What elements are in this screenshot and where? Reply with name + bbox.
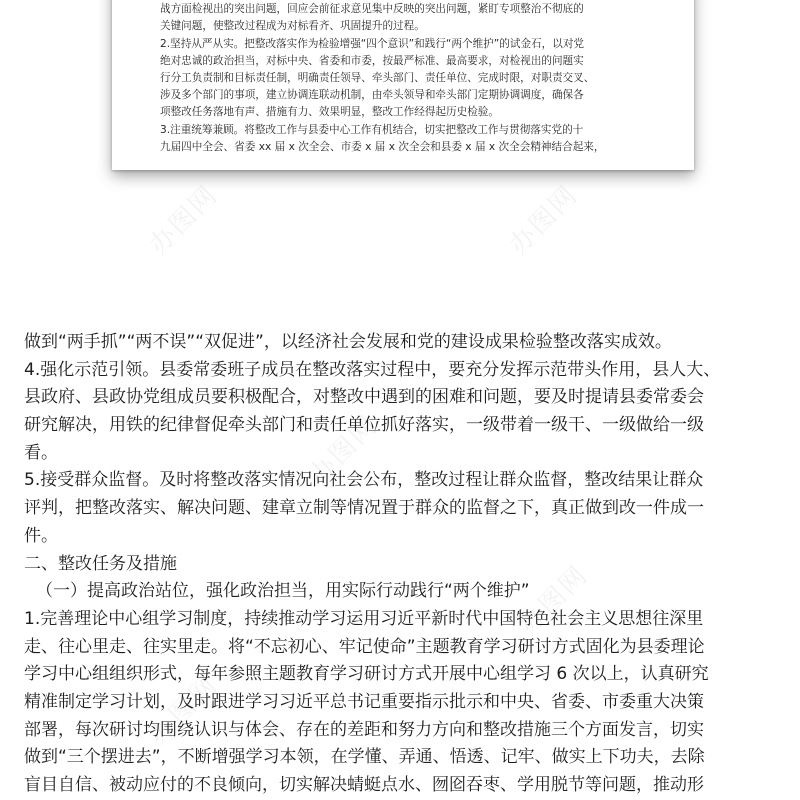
subsection-heading: （一）提高政治站位，强化政治担当，用实际行动践行“两个维护” [36,581,530,602]
preview-line: 2.坚持从严从实。把整改落实作为检验增强“四个意识”和践行“两个维护”的试金石，以对党 [160,37,585,50]
body-line: 评判，把整改落实、解决问题、建章立制等情况置于群众的监督之下，真正做到改一件成一 [24,498,704,519]
preview-line: 行分工负责制和目标责任制，明确责任领导、牵头部门、责任单位、完成时限，对职责交叉、 [160,71,595,84]
section-heading: 二、整改任务及措施 [24,553,177,574]
body-line: 走、往心里走、往实里走。将“不忘初心、牢记使命”主题教育学习研讨方式固化为县委理论 [24,636,705,657]
body-line: 盲目自信、被动应付的不良倾向，切实解决蜻蜓点水、囫囵吞枣、学用脱节等问题，推动形 [24,775,704,795]
body-line: 学习中心组组织形式，每年参照主题教育学习研讨方式开展中心组学习 6 次以上，认真研究 [24,664,709,685]
body-line: 5.接受群众监督。及时将整改落实情况向社会公布，整改过程让群众监督，整改结果让群众 [24,470,704,491]
body-line: 件。 [24,525,58,546]
body-line: 4.强化示范引领。县委常委班子成员在整改落实过程中，要充分发挥示范带头作用，县人大、 [24,359,721,380]
body-line: 县政府、县政协党组成员要积极配合，对整改中遇到的困难和问题，要及时提请县委常委会 [24,387,704,408]
body-line: 做到“两手抓”“两不误”“双促进”，以经济社会发展和党的建设成果检验整改落实成效。 [24,332,672,352]
preview-line: 关键问题，使整改过程成为对标看齐、巩固提升的过程。 [160,20,425,33]
preview-line: 九届四中全会、省委 xx 届 x 次全会、市委 x 届 x 次全会和县委 x 届 x 次全会精神结合起来， [160,140,605,153]
preview-line: 绝对忠诚的政治担当，对标中央、省委和市委，按最严标准、最高要求，对检视出的问题实 [160,54,584,67]
watermark-logo: 办图网 [303,409,385,491]
body-line: 做到“三个摆进去”，不断增强学习本领，在学懂、弄通、悟透、记牢、做实上下功夫，去除 [24,747,705,768]
body-line: 精准制定学习计划，及时跟进学习习近平总书记重要指示批示和中央、省委、市委重大决策 [24,691,704,712]
watermark-logo: 办图网 [143,179,225,261]
preview-line: 战方面检视出的突出问题，回应会前征求意见集中反映的突出问题，紧盯专项整治不彻底的 [160,3,584,16]
preview-line: 项整改任务落地有声、措施有力、效果明显，整改工作经得起历史检验。 [160,106,499,119]
document-preview-card [112,0,694,170]
document-body [24,329,784,800]
preview-line: 涉及多个部门的事项，建立协调连联动机制，由牵头领导和牵头部门定期协调调度，确保各 [160,89,584,102]
body-line: 1.完善理论中心组学习制度，持续推动学习运用习近平新时代中国特色社会主义思想往深里 [24,608,704,629]
body-line: 部署，每次研讨均围绕认识与体会、存在的差距和努力方向和整改措施三个方面发言，切实 [24,719,704,740]
watermark-logo: 办图网 [513,559,595,641]
body-line: 研究解决，用铁的纪律督促牵头部门和责任单位抓好落实，一级带着一级干、一级做给一级 [24,415,704,436]
watermark-logo: 办图网 [503,179,585,261]
body-line: 看。 [24,442,58,463]
preview-text [160,0,660,156]
watermark-logo: 办图网 [143,669,225,751]
preview-line: 3.注重统筹兼顾。将整改工作与县委中心工作有机结合，切实把整改工作与贯彻落实党的十 [160,123,584,136]
